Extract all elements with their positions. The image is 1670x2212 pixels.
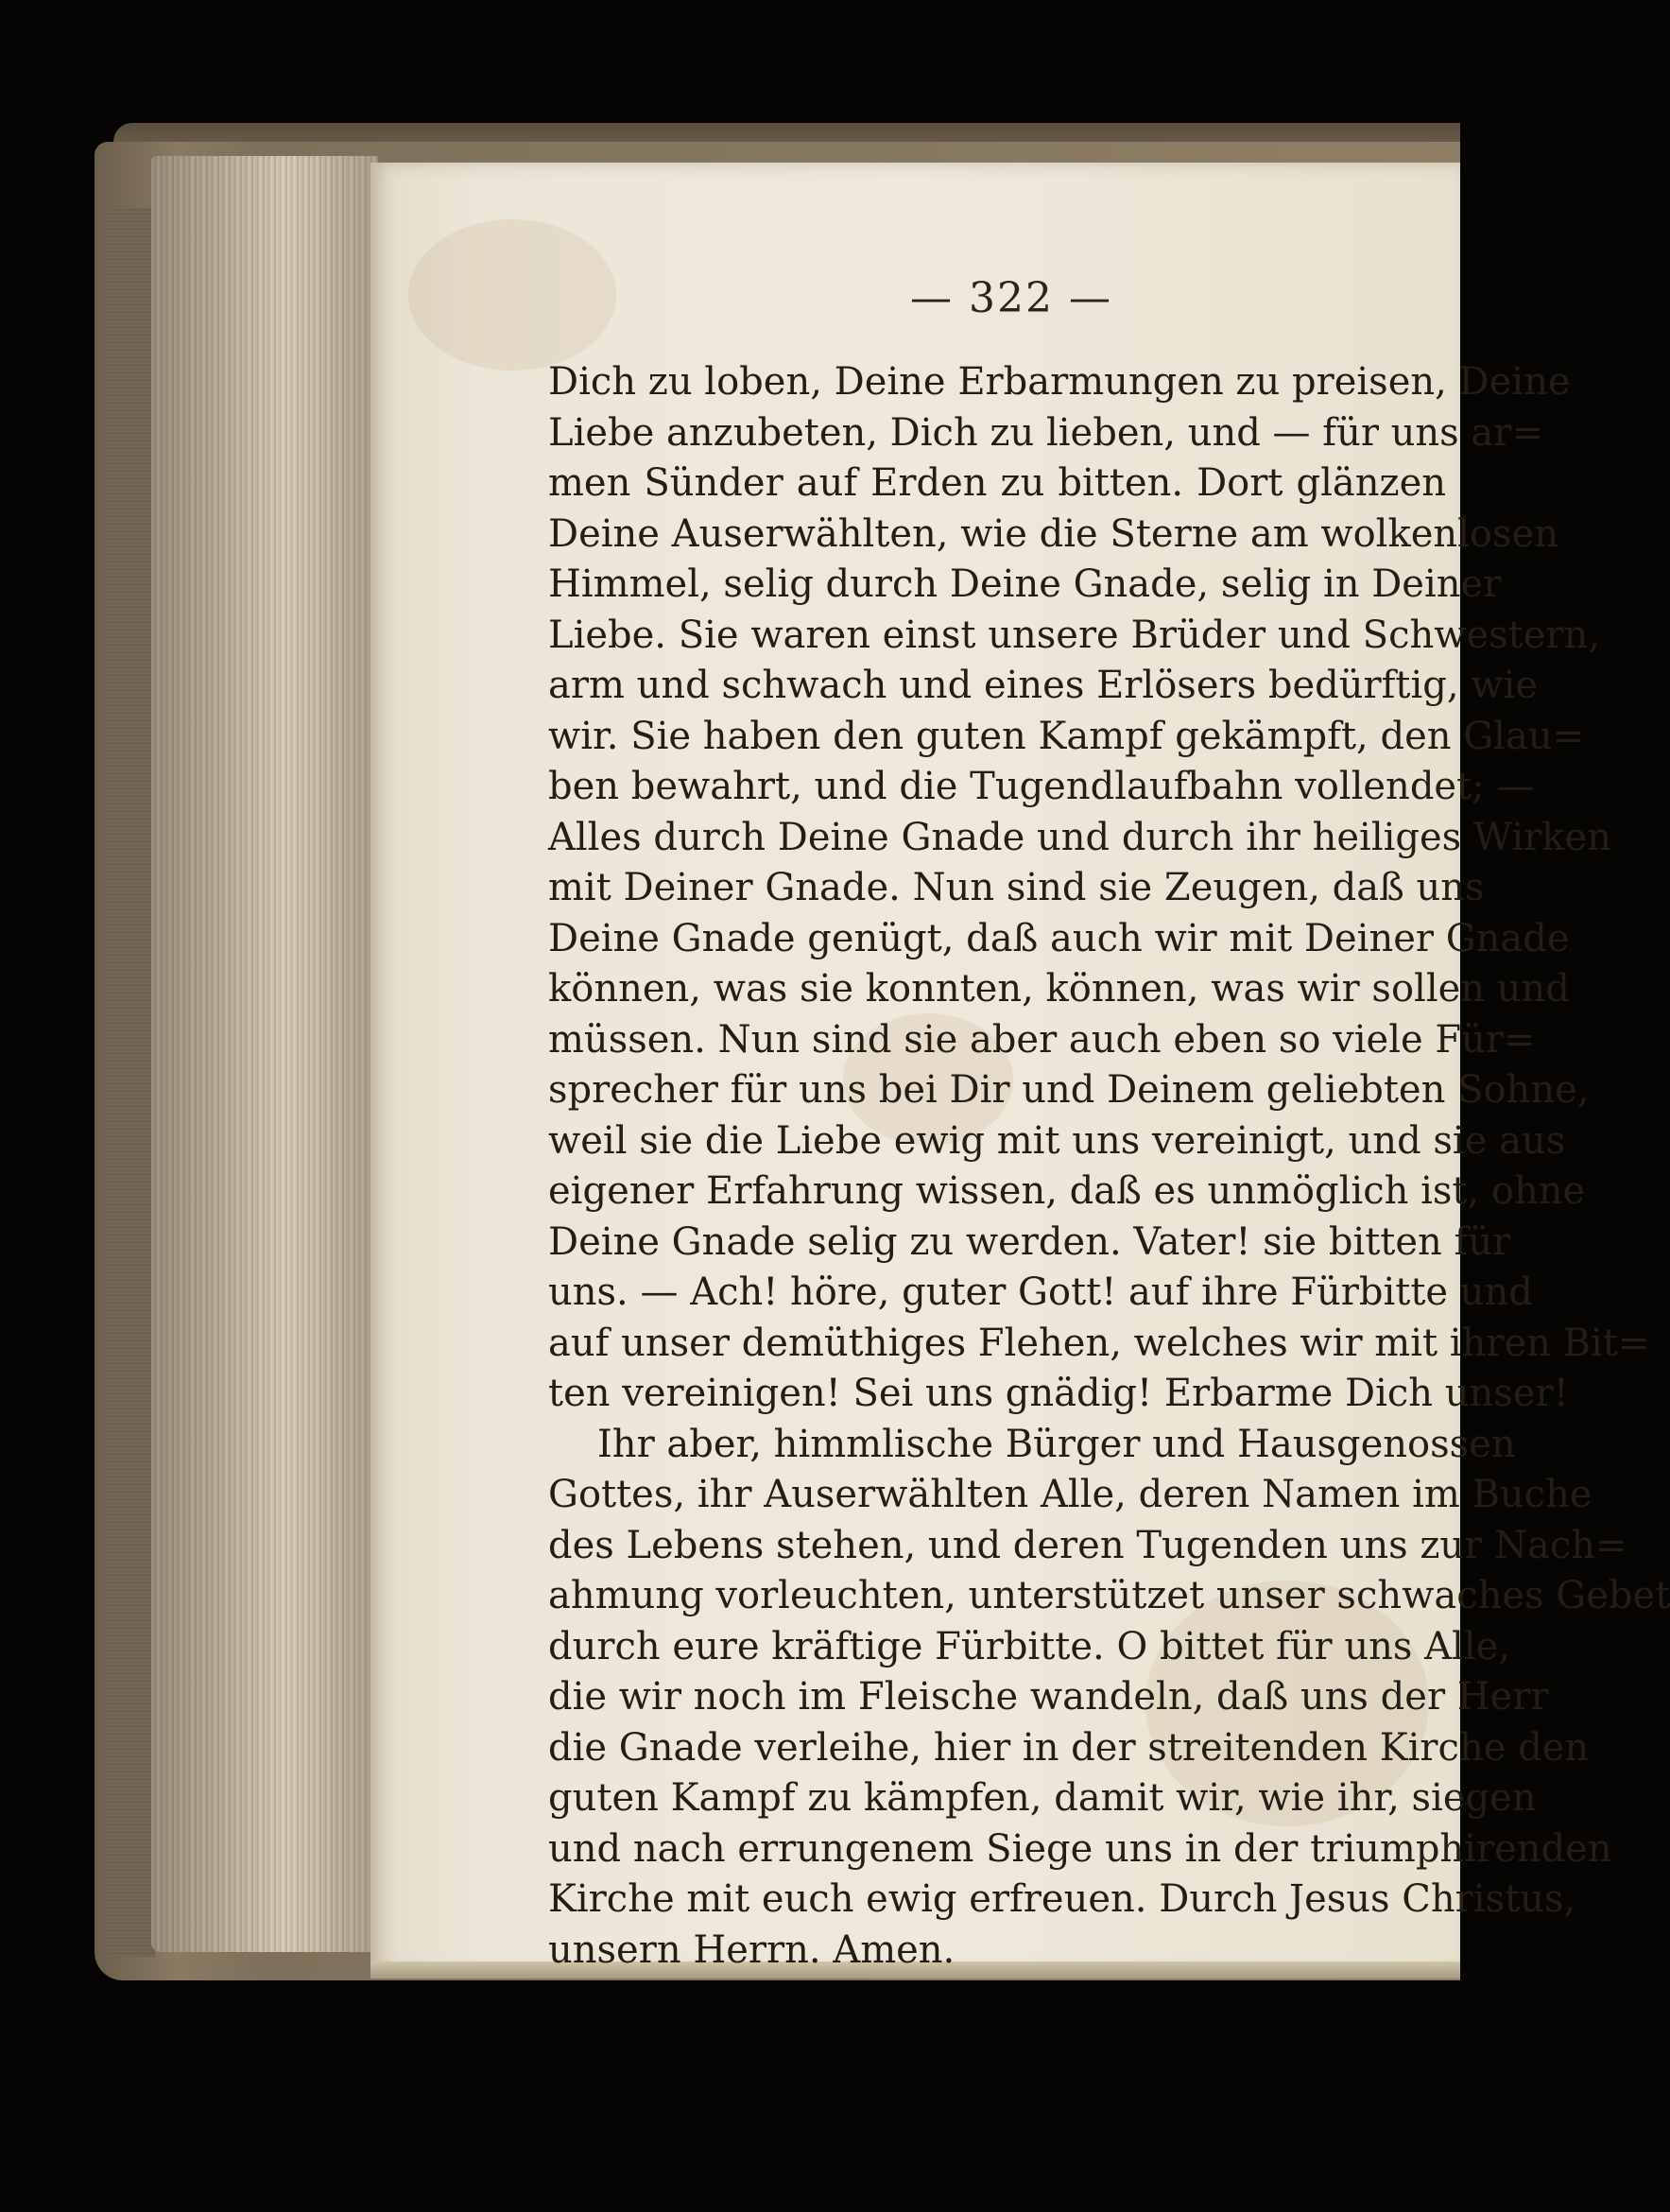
text-line: ben bewahrt, und die Tugendlaufbahn vollendet; — (548, 765, 1535, 808)
page-body-text (548, 357, 1670, 1976)
text-line: des Lebens stehen, und deren Tugenden uns zur Nach= (548, 1523, 1627, 1567)
text-line: Dich zu loben, Deine Erbarmungen zu preisen, Deine (548, 360, 1571, 404)
page-number: — 322 — (910, 274, 1112, 322)
text-line: und nach errungenem Siege uns in der triumphirenden (548, 1826, 1612, 1871)
text-line: durch eure kräftige Fürbitte. O bittet für uns Alle, (548, 1624, 1511, 1668)
text-line: Himmel, selig durch Deine Gnade, selig in Deiner (548, 562, 1502, 606)
text-line: men Sünder auf Erden zu bitten. Dort glänzen (548, 461, 1446, 505)
text-line: Deine Gnade genügt, daß auch wir mit Deiner Gnade (548, 916, 1570, 960)
text-line: ahmung vorleuchten, unterstützet unser schwaches Gebet (548, 1574, 1670, 1617)
text-line: ten vereinigen! Sei uns gnädig! Erbarme Dich unser! (548, 1372, 1569, 1415)
text-line: Liebe. Sie waren einst unsere Brüder und Schwestern, (548, 613, 1601, 657)
text-line: sprecher für uns bei Dir und Deinem geliebten Sohne, (548, 1068, 1590, 1112)
text-line: eigener Erfahrung wissen, daß es unmöglich ist, ohne (548, 1169, 1586, 1213)
text-line: guten Kampf zu kämpfen, damit wir, wie ihr, siegen (548, 1776, 1537, 1820)
text-line: unsern Herrn. Amen. (548, 1927, 956, 1972)
text-line: weil sie die Liebe ewig mit uns vereinigt, und sie aus (548, 1118, 1566, 1163)
text-line: Kirche mit euch ewig erfreuen. Durch Jesus Christus, (548, 1877, 1576, 1921)
text-line: können, was sie konnten, können, was wir sollen und (548, 967, 1570, 1011)
text-line: Deine Gnade selig zu werden. Vater! sie bitten für (548, 1219, 1511, 1264)
text-line: uns. — Ach! höre, guter Gott! auf ihre Fürbitte und (548, 1270, 1533, 1314)
text-line: Liebe anzubeten, Dich zu lieben, und — für uns ar= (548, 410, 1543, 455)
text-line: Alles durch Deine Gnade und durch ihr heiliges Wirken (548, 815, 1611, 859)
text-line: wir. Sie haben den guten Kampf gekämpft, den Glau= (548, 714, 1585, 758)
cloth-spine (106, 208, 155, 1957)
paper-stain (408, 219, 616, 371)
text-line: die wir noch im Fleische wandeln, daß uns der Herr (548, 1675, 1549, 1719)
text-line: arm und schwach und eines Erlösers bedürftig, wie (548, 664, 1539, 707)
text-line: Gottes, ihr Auserwählten Alle, deren Namen im Buche (548, 1473, 1593, 1516)
text-line: müssen. Nun sind sie aber auch eben so viele Für= (548, 1017, 1536, 1062)
text-line: auf unser demüthiges Flehen, welches wir mit ihren Bit= (548, 1321, 1650, 1365)
text-line: mit Deiner Gnade. Nun sind sie Zeugen, daß uns (548, 866, 1485, 909)
page-stack-shadow (151, 156, 378, 1952)
text-line-paragraph-start: Ihr aber, himmlische Bürger und Hausgenossen (597, 1422, 1516, 1466)
text-line: die Gnade verleihe, hier in der streitenden Kirche den (548, 1725, 1590, 1770)
text-line: Deine Auserwählten, wie die Sterne am wolkenlosen (548, 511, 1558, 556)
